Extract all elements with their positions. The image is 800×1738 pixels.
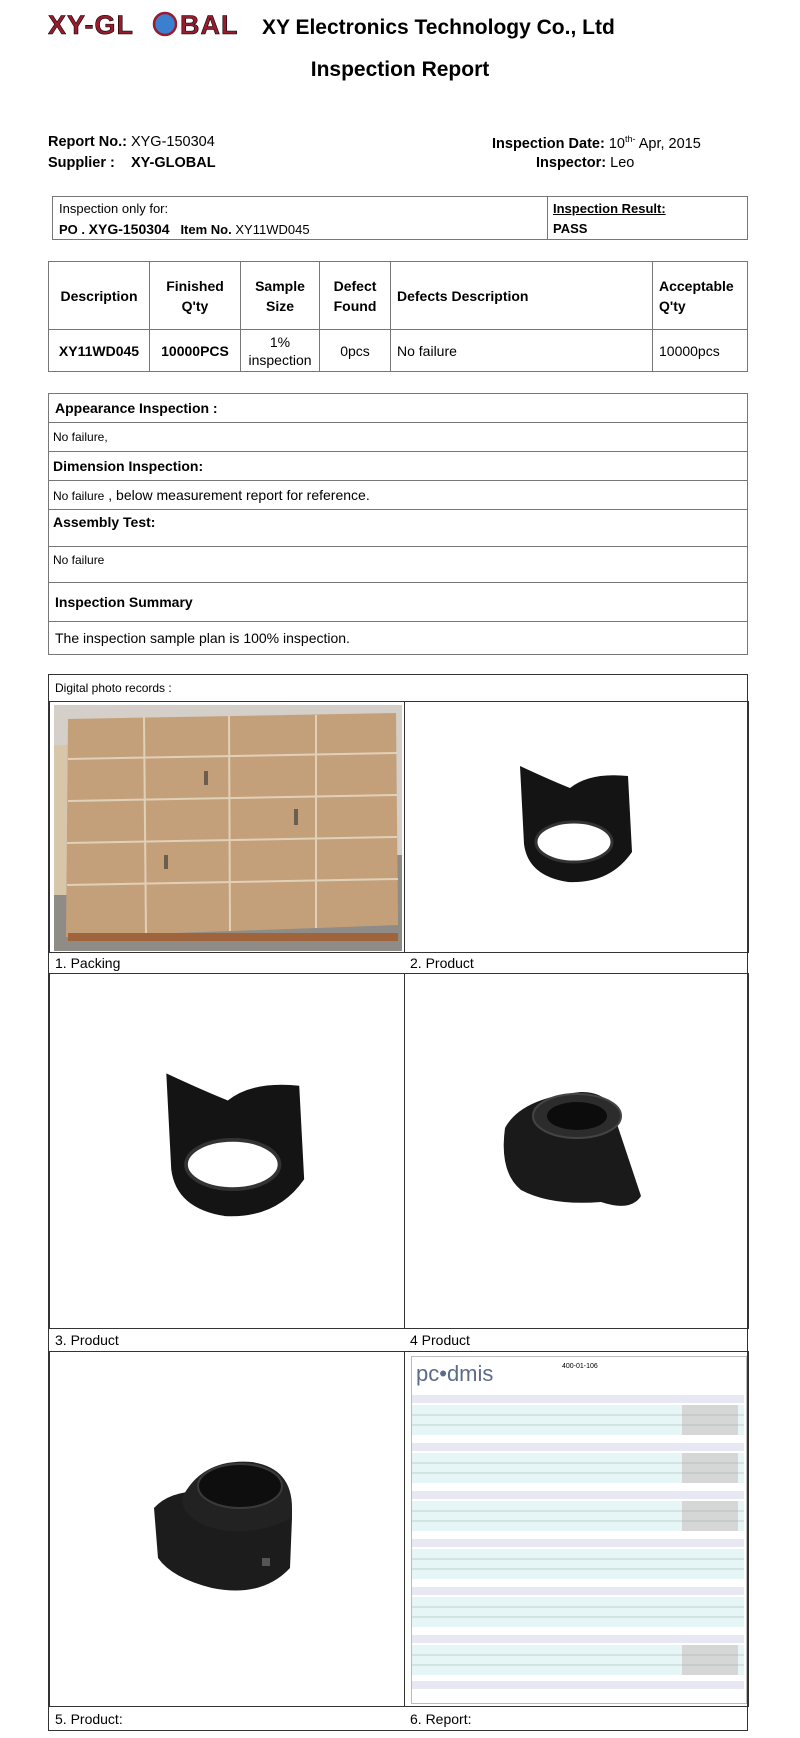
cell-acceptable-qty: 10000pcs [653, 330, 748, 372]
photo-product-2 [404, 701, 749, 953]
photo-report [404, 1351, 749, 1707]
result-value: PASS [553, 221, 588, 236]
photo-packing [49, 701, 405, 953]
assembly-text: No failure [49, 547, 748, 583]
report-sheet-image [411, 1356, 747, 1704]
table-header-row [49, 262, 748, 330]
photo-product-5 [49, 1351, 405, 1707]
scope-label: Inspection only for: [59, 201, 169, 216]
dimension-text: No failure , below measurement report for reference. [49, 481, 748, 510]
summary-text: The inspection sample plan is 100% inspection. [49, 622, 748, 655]
col-defects-description: Defects Description [391, 262, 653, 330]
product-shape-icon [142, 1448, 312, 1598]
svg-text:XY-GL: XY-GL [48, 10, 135, 40]
appearance-title: Appearance Inspection : [49, 394, 748, 423]
scope-box [52, 196, 748, 240]
caption-6: 6. Report: [410, 1711, 472, 1727]
svg-text:BAL: BAL [180, 10, 239, 40]
inspection-date: Inspection Date: $10^{th-}$ Apr, 2015 [492, 134, 701, 152]
result-label: Inspection Result: [553, 201, 666, 216]
photo-product-3 [49, 973, 405, 1329]
product-shape-icon [491, 1078, 651, 1218]
photo-product-4 [404, 973, 749, 1329]
photo-records [48, 674, 748, 1731]
summary-table [48, 261, 748, 372]
caption-5: 5. Product: [55, 1711, 123, 1727]
caption-4: 4 Product [410, 1332, 470, 1348]
col-acceptable-qty: Acceptable Q'ty [653, 262, 748, 330]
table-row [49, 330, 748, 372]
cell-sample-size: 1% inspection [241, 330, 320, 372]
caption-3: 3. Product [55, 1332, 119, 1348]
product-shape-icon [154, 1066, 314, 1226]
cell-finished-qty: 10000PCS [150, 330, 241, 372]
summary-title: Inspection Summary [49, 583, 748, 622]
report-table-graphic [412, 1395, 744, 1695]
company-logo [48, 8, 248, 42]
col-description: Description [49, 262, 150, 330]
assembly-title: Assembly Test: [49, 510, 748, 547]
photos-title: Digital photo records : [55, 681, 172, 695]
cell-defect-found: 0pcs [320, 330, 391, 372]
report-brand: pc•dmis [416, 1361, 494, 1386]
packing-photo-image [54, 705, 402, 951]
col-finished-qty: Finished Q'ty [150, 262, 241, 330]
product-shape-icon [510, 760, 640, 890]
caption-2: 2. Product [410, 955, 474, 971]
cell-defects-description: No failure [391, 330, 653, 372]
supplier: Supplier : XY-GLOBAL [48, 155, 216, 171]
dimension-title: Dimension Inspection: [49, 452, 748, 481]
report-title: Inspection Report [310, 58, 490, 81]
report-part-no: 400-01-106 [562, 1363, 598, 1370]
col-defect-found: Defect Found [320, 262, 391, 330]
inspection-table [48, 393, 748, 655]
inspector: Inspector: Leo [536, 155, 635, 171]
appearance-text: No failure, [49, 423, 748, 452]
company-name: XY Electronics Technology Co., Ltd [262, 16, 615, 39]
cell-description: XY11WD045 [49, 330, 150, 372]
po-line: PO . XYG-150304 Item No. XY11WD045 [59, 221, 310, 237]
report-no: Report No.: XYG-150304 [48, 134, 215, 150]
col-sample-size: Sample Size [241, 262, 320, 330]
caption-1: 1. Packing [55, 955, 121, 971]
